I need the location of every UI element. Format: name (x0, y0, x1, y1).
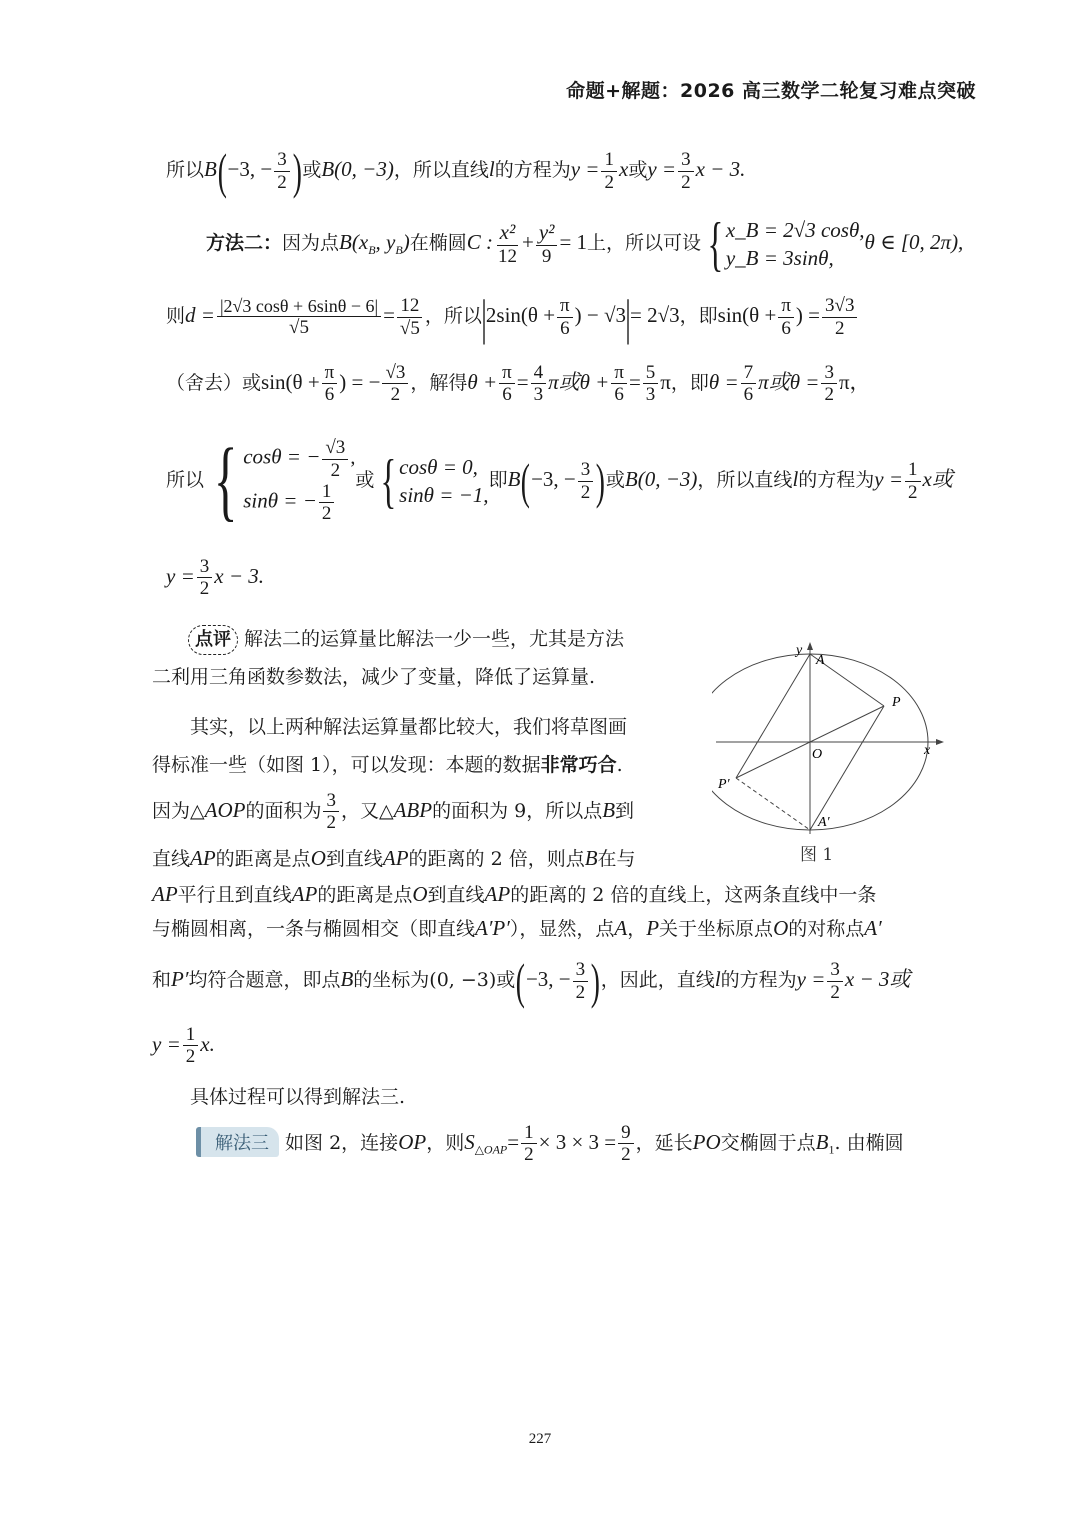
text-line-3: 则d = $\frac{|2√3 \cos\theta + 6\sin\theta - 6|}{√5}$ = $\frac{12}{√5}$ ，所以|2sin(θ + $\frac{\pi}{6}$ ) − √3|= 2√3，即sin(θ + $\frac{\pi}{6}$ ) = $\frac{3√3}{2}$ (166, 292, 859, 342)
method-three-tag: 解法三 (196, 1127, 279, 1157)
label-y: y (796, 643, 803, 658)
comment-block: 点评 解法二的运算量比解法一少一些，尤其是方法 二利用三角函数参数法，减少了变量，降低了运算量. (152, 620, 682, 696)
paragraph-main: 其实，以上两种解法运算量都比较大，我们将草图画 得标准一些（如图 1），可以发现：本题的数据非常巧合. (152, 716, 628, 776)
page-number: 227 (528, 1431, 552, 1447)
page-header: 命题+解题：2026 高三数学二轮复习难点突破 (566, 80, 976, 102)
method-three-line: 解法三 如图 2，连接OP，则$S_{\triangle OAP}=$ $\frac{1}{2}$ × 3 × 3 = $\frac{9}{2}$ ，延长PO交椭圆于点$B_1$. 由椭圆 (196, 1122, 904, 1166)
text-line-6: y = $\frac{3}{2}$ x − 3. (166, 556, 264, 600)
paragraph-line-4: 直线AP的距离是点O到直线AP的距离的 2 倍，则点B在与 (152, 846, 636, 870)
paragraph-line-7: 和P′均符合题意，即点B的坐标为(0, −3)或(−3, − $\frac{3}{2}$ )，因此，直线l的方程为y = $\frac{3}{2}$ x − 3或 (152, 953, 911, 1009)
segment-pprime-aprime (736, 778, 810, 830)
text-line-5: 所以 { cosθ = − $\frac{√3}{2}$ , sinθ = − $\frac{1}{2}$ 或 { cosθ = 0, sinθ = −1, 即B(−3, − $\frac{3}{2}$ )或B(0, −3)，所以直线l的方程为y = $\frac{1}{2}$ x或 (166, 431, 953, 530)
label-pprime: P′ (718, 777, 730, 792)
figure-caption: 图 1 (800, 845, 834, 865)
method-two-line: 方法二：因为点$B(x_B$, $y_B$)在椭圆C : $\frac{\text{x²}}{12}$ + $\frac{\text{y²}}{9}$ = 1上，所以可设 { x_B = 2√3 cosθ, y_B = 3sinθ, θ ∈ [0, 2π), (206, 211, 964, 277)
label-x: x (924, 743, 931, 758)
label-aprime: A′ (818, 815, 830, 830)
label-p: P (892, 695, 901, 710)
text-line-9: 具体过程可以得到解法三. (190, 1086, 406, 1108)
label-a: A (816, 653, 825, 668)
paragraph-line-6: 与椭圆相离，一条与椭圆相交（即直线A′P′），显然，点A，P关于坐标原点O的对称点A′ (152, 916, 882, 940)
text-line-1: 所以B(−3, − $\frac{3}{2}$ )或B(0, −3)，所以直线l的方程为y = $\frac{1}{2}$ x或y = $\frac{3}{2}$ x − 3. (166, 143, 746, 199)
label-o: O (812, 747, 823, 762)
paragraph-line-3: 因为△AOP的面积为 $\frac{3}{2}$ ，又△ABP的面积为 9，所以点B到 (152, 790, 635, 834)
y-axis-arrow-icon (807, 642, 813, 650)
text-line-4: （舍去）或sin(θ + $\frac{\pi}{6}$ ) = − $\frac{√3}{2}$ ，解得θ + $\frac{\pi}{6}$ = $\frac{4}{3}$ π或θ + $\frac{\pi}{6}$ = $\frac{5}{3}$ π，即θ = $\frac{7}{6}$ π或θ = $\frac{3}{2}$ π， (166, 362, 871, 406)
comment-tag: 点评 (188, 625, 238, 655)
paragraph-line-5: AP平行且到直线AP的距离是点O到直线AP的距离的 2 倍的直线上，这两条直线中一条 (152, 882, 877, 906)
text-line-8: y = $\frac{1}{2}$ x. (152, 1024, 215, 1068)
